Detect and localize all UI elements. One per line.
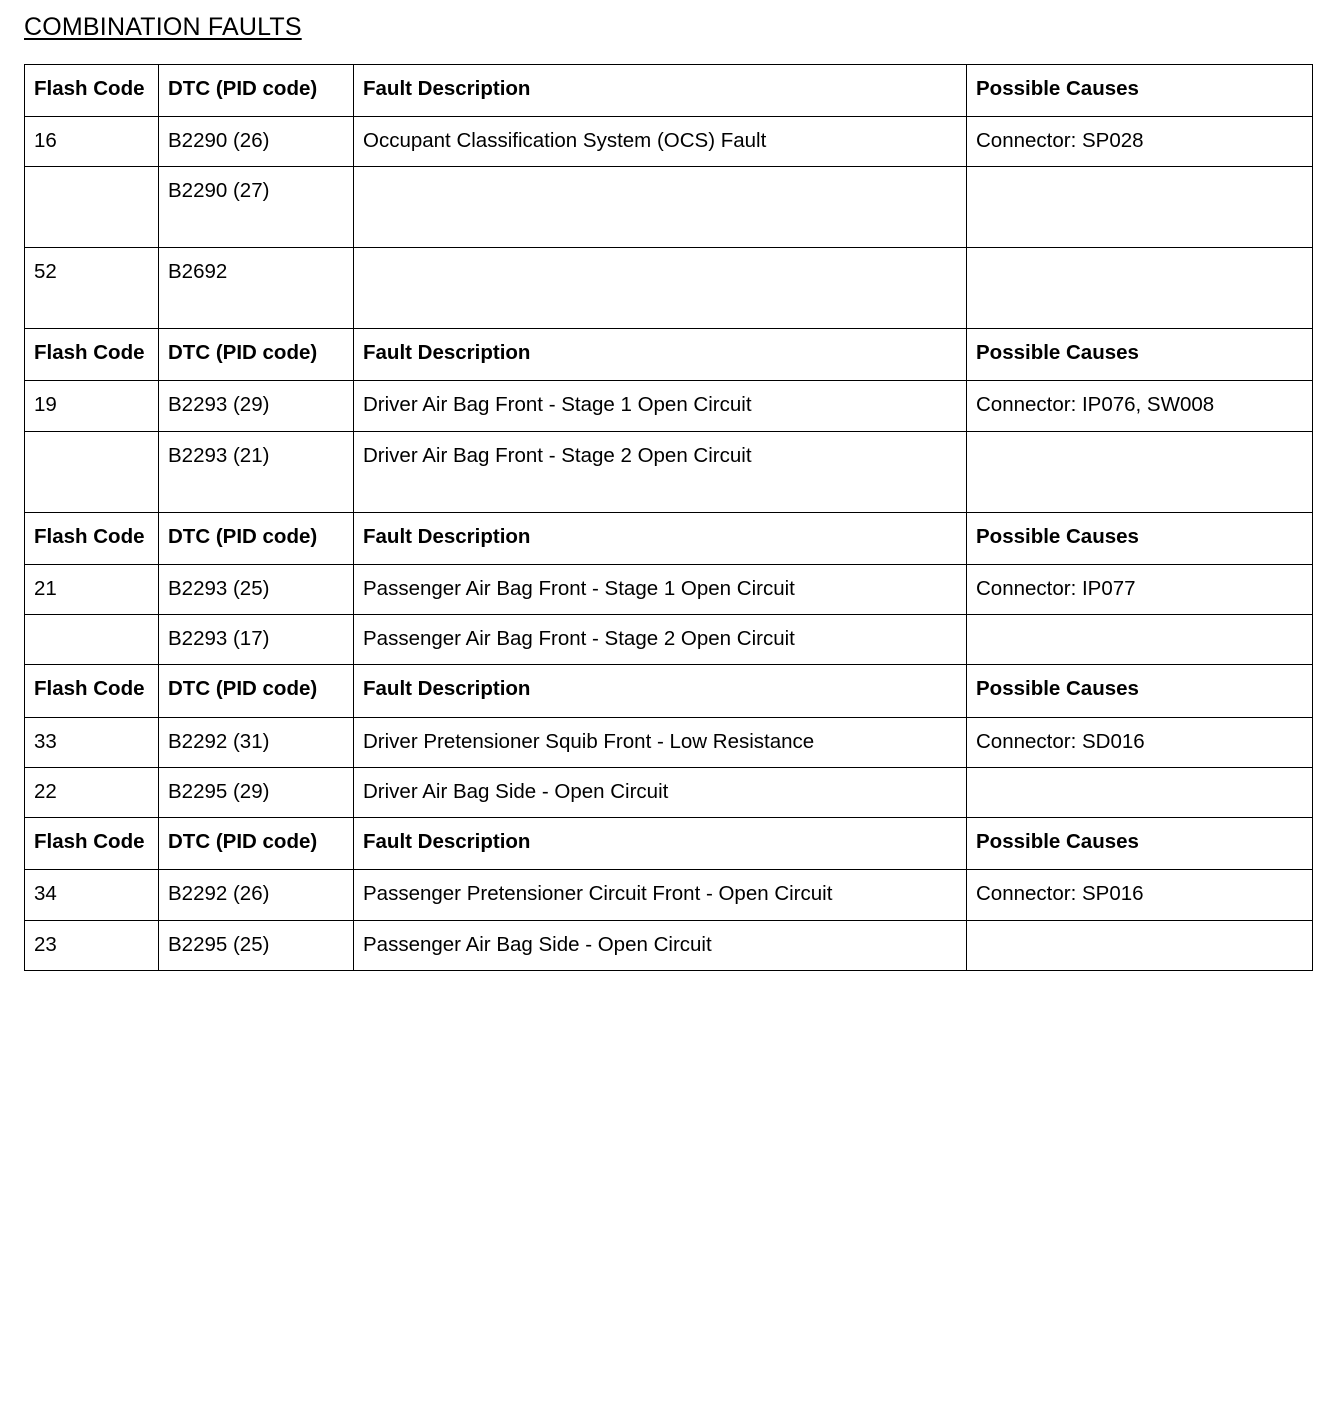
column-header-flash-code: Flash Code (25, 64, 159, 116)
cell-possible-causes (967, 920, 1313, 970)
cell-dtc: B2293 (17) (159, 615, 354, 665)
cell-fault-description: Occupant Classification System (OCS) Fault (354, 116, 967, 166)
cell-dtc: B2290 (27) (159, 167, 354, 248)
table-row (25, 870, 1313, 920)
cell-flash-code: 16 (25, 116, 159, 166)
column-header-flash-code: Flash Code (25, 512, 159, 564)
table-row (25, 717, 1313, 767)
table-row (25, 767, 1313, 817)
table-header-row (25, 329, 1313, 381)
column-header-dtc: DTC (PID code) (159, 64, 354, 116)
cell-flash-code: 34 (25, 870, 159, 920)
cell-fault-description: Passenger Air Bag Side - Open Circuit (354, 920, 967, 970)
cell-possible-causes: Connector: SD016 (967, 717, 1313, 767)
table-header-row (25, 818, 1313, 870)
table-row (25, 564, 1313, 614)
cell-dtc: B2292 (31) (159, 717, 354, 767)
cell-possible-causes: Connector: IP076, SW008 (967, 381, 1313, 431)
cell-possible-causes: Connector: SP016 (967, 870, 1313, 920)
cell-dtc: B2295 (25) (159, 920, 354, 970)
column-header-fault-description: Fault Description (354, 665, 967, 717)
column-header-possible-causes: Possible Causes (967, 64, 1313, 116)
cell-flash-code: 33 (25, 717, 159, 767)
table-row (25, 615, 1313, 665)
column-header-flash-code: Flash Code (25, 329, 159, 381)
cell-flash-code: 19 (25, 381, 159, 431)
column-header-possible-causes: Possible Causes (967, 665, 1313, 717)
cell-fault-description: Passenger Air Bag Front - Stage 1 Open Circuit (354, 564, 967, 614)
column-header-dtc: DTC (PID code) (159, 512, 354, 564)
table-row (25, 381, 1313, 431)
cell-possible-causes: Connector: SP028 (967, 116, 1313, 166)
column-header-flash-code: Flash Code (25, 665, 159, 717)
cell-possible-causes (967, 248, 1313, 329)
table-row (25, 248, 1313, 329)
column-header-fault-description: Fault Description (354, 818, 967, 870)
table-header-row (25, 512, 1313, 564)
cell-possible-causes (967, 167, 1313, 248)
cell-possible-causes (967, 431, 1313, 512)
column-header-possible-causes: Possible Causes (967, 818, 1313, 870)
cell-fault-description: Driver Air Bag Front - Stage 2 Open Circuit (354, 431, 967, 512)
cell-fault-description: Driver Air Bag Side - Open Circuit (354, 767, 967, 817)
table-row (25, 920, 1313, 970)
cell-fault-description (354, 167, 967, 248)
column-header-fault-description: Fault Description (354, 64, 967, 116)
cell-fault-description: Driver Pretensioner Squib Front - Low Resistance (354, 717, 967, 767)
cell-flash-code: 21 (25, 564, 159, 614)
table-header-row (25, 665, 1313, 717)
cell-dtc: B2293 (21) (159, 431, 354, 512)
cell-flash-code (25, 615, 159, 665)
table-row (25, 116, 1313, 166)
column-header-dtc: DTC (PID code) (159, 329, 354, 381)
cell-possible-causes: Connector: IP077 (967, 564, 1313, 614)
page-title: COMBINATION FAULTS (24, 13, 302, 41)
column-header-flash-code: Flash Code (25, 818, 159, 870)
cell-flash-code (25, 167, 159, 248)
column-header-dtc: DTC (PID code) (159, 818, 354, 870)
cell-fault-description (354, 248, 967, 329)
column-header-fault-description: Fault Description (354, 329, 967, 381)
cell-flash-code: 52 (25, 248, 159, 329)
cell-dtc: B2295 (29) (159, 767, 354, 817)
cell-fault-description: Passenger Air Bag Front - Stage 2 Open Circuit (354, 615, 967, 665)
cell-dtc: B2290 (26) (159, 116, 354, 166)
cell-dtc: B2292 (26) (159, 870, 354, 920)
cell-possible-causes (967, 767, 1313, 817)
table-row (25, 431, 1313, 512)
table-body (25, 64, 1313, 970)
cell-flash-code: 22 (25, 767, 159, 817)
table-header-row (25, 64, 1313, 116)
cell-flash-code (25, 431, 159, 512)
cell-flash-code: 23 (25, 920, 159, 970)
cell-fault-description: Driver Air Bag Front - Stage 1 Open Circuit (354, 381, 967, 431)
combination-faults-table (24, 64, 1313, 971)
table-row (25, 167, 1313, 248)
column-header-possible-causes: Possible Causes (967, 329, 1313, 381)
cell-dtc: B2293 (25) (159, 564, 354, 614)
cell-possible-causes (967, 615, 1313, 665)
cell-dtc: B2293 (29) (159, 381, 354, 431)
column-header-fault-description: Fault Description (354, 512, 967, 564)
cell-fault-description: Passenger Pretensioner Circuit Front - Open Circuit (354, 870, 967, 920)
column-header-possible-causes: Possible Causes (967, 512, 1313, 564)
column-header-dtc: DTC (PID code) (159, 665, 354, 717)
cell-dtc: B2692 (159, 248, 354, 329)
